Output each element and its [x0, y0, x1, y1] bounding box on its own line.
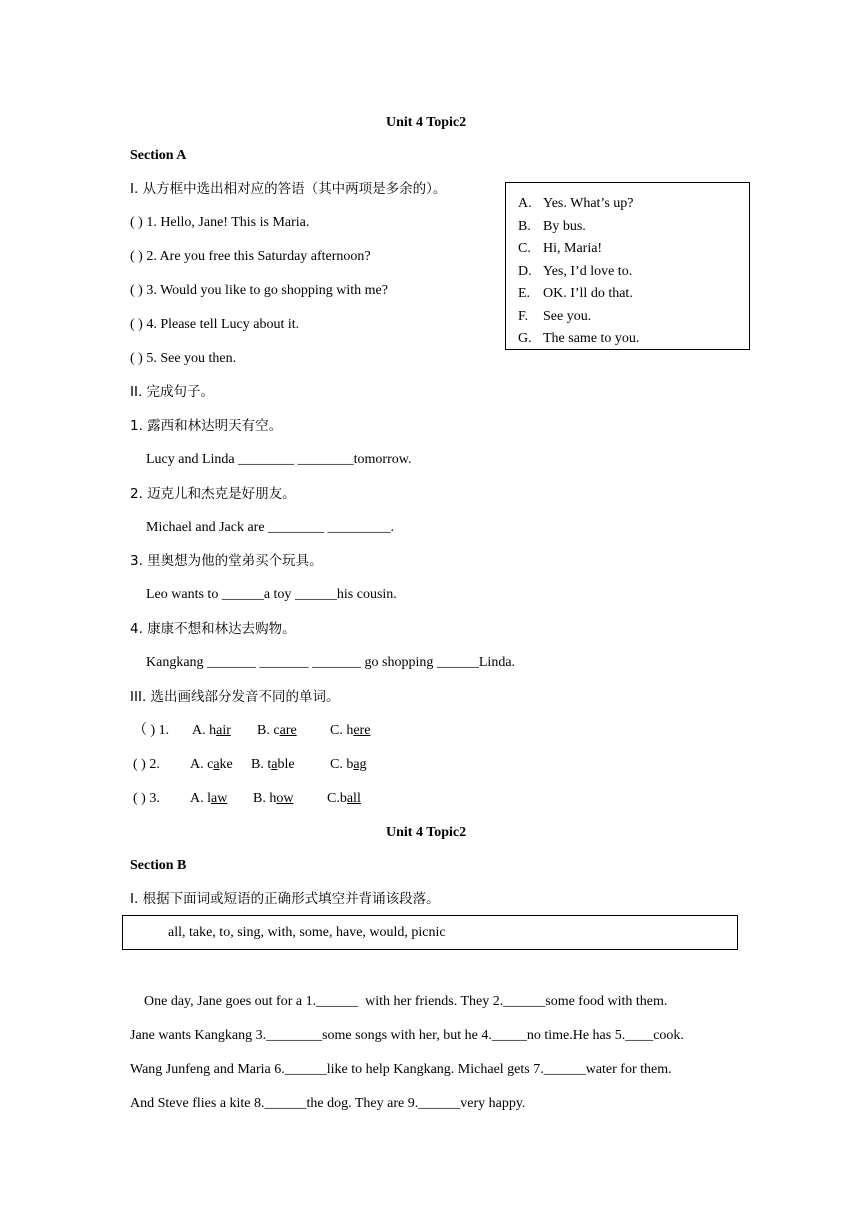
option-b: B. By bus.: [518, 219, 586, 234]
page-title-section-a: Unit 4 Topic2: [386, 115, 467, 130]
section-b-heading: I. 根据下面词或短语的正确形式填空并背诵该段落。: [130, 891, 440, 907]
part3-row-1-option-a: A. hair: [192, 723, 231, 738]
part1-question-4: ( ) 4. Please tell Lucy about it.: [130, 317, 300, 332]
part1-question-2: ( ) 2. Are you free this Saturday afternoon?: [130, 249, 371, 264]
passage-line-1: One day, Jane goes out for a 1.______ with her friends. They 2.______some food with them.: [130, 994, 668, 1009]
passage-line-4: And Steve flies a kite 8.______the dog. They are 9.______very happy.: [130, 1096, 526, 1111]
part3-row-1-option-c: C. here: [330, 723, 371, 738]
part3-row-2-paren: ( ) 2.: [133, 757, 160, 772]
part3-row-1-option-b: B. care: [257, 723, 297, 738]
part1-question-3: ( ) 3. Would you like to go shopping with me?: [130, 283, 388, 298]
part3-row-3-option-c: C.ball: [327, 791, 361, 806]
part2-item-1-cn: 1. 露西和林达明天有空。: [130, 418, 283, 434]
part3-row-1-paren: （ ) 1.: [133, 723, 170, 738]
section-a-label: Section A: [130, 148, 187, 163]
part2-item-4-cn: 4. 康康不想和林达去购物。: [130, 621, 296, 637]
part2-item-2-cn: 2. 迈克儿和杰克是好朋友。: [130, 486, 296, 502]
part2-item-2-en: Michael and Jack are ________ _________.: [146, 520, 395, 535]
part3-row-2-option-a: A. cake: [190, 757, 233, 772]
word-bank-text: all, take, to, sing, with, some, have, would, picnic: [168, 925, 446, 940]
part3-row-3-option-a: A. law: [190, 791, 228, 806]
section-b-label: Section B: [130, 858, 187, 873]
option-a: A. Yes. What’s up?: [518, 196, 634, 211]
passage-line-3: Wang Junfeng and Maria 6.______like to help Kangkang. Michael gets 7.______water for them.: [130, 1062, 672, 1077]
part2-item-4-en: Kangkang _______ _______ _______ go shopping ______Linda.: [146, 655, 516, 670]
option-e: E. OK. I’ll do that.: [518, 286, 633, 301]
part2-item-3-en: Leo wants to ______a toy ______his cousin.: [146, 587, 397, 602]
answer-options-box: [505, 182, 750, 350]
part3-row-2-option-b: B. table: [251, 757, 295, 772]
part1-heading: I. 从方框中选出相对应的答语（其中两项是多余的）。: [130, 181, 447, 197]
passage-line-2: Jane wants Kangkang 3.________some songs with her, but he 4._____no time.He has 5.____cook.: [130, 1028, 684, 1043]
option-d: D. Yes, I’d love to.: [518, 264, 633, 279]
part3-row-3-paren: ( ) 3.: [133, 791, 160, 806]
part1-question-5: ( ) 5. See you then.: [130, 351, 237, 366]
option-f: F. See you.: [518, 309, 592, 324]
part3-heading: III. 选出画线部分发音不同的单词。: [130, 689, 340, 705]
option-g: G. The same to you.: [518, 331, 640, 346]
word-bank-box: [122, 915, 738, 950]
part3-row-2-option-c: C. bag: [330, 757, 367, 772]
part1-question-1: ( ) 1. Hello, Jane! This is Maria.: [130, 215, 310, 230]
part3-row-3-option-b: B. how: [253, 791, 294, 806]
page-title-section-b: Unit 4 Topic2: [386, 825, 467, 840]
part2-item-1-en: Lucy and Linda ________ ________tomorrow.: [146, 452, 412, 467]
part2-heading: II. 完成句子。: [130, 384, 215, 400]
part2-item-3-cn: 3. 里奥想为他的堂弟买个玩具。: [130, 553, 323, 569]
option-c: C. Hi, Maria!: [518, 241, 603, 256]
